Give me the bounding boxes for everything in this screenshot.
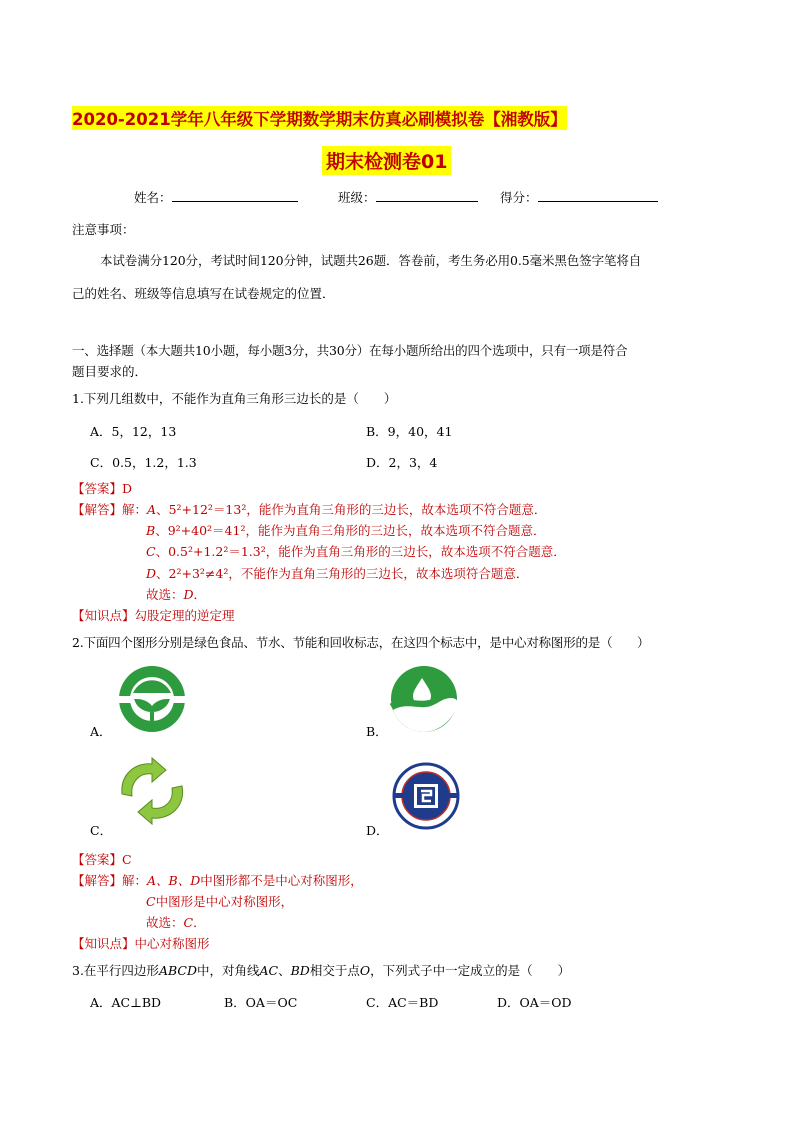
q3-stem-text: ，下列式子中一定成立的是（ ） bbox=[370, 963, 571, 978]
knowledge-value: 勾股定理的逆定理 bbox=[134, 608, 235, 623]
solution-text: 、0.5²+1.2²＝1.3²，能作为直角三角形的三边长，故本选项不符合题意． bbox=[155, 544, 566, 559]
q2-label-b: B． bbox=[366, 724, 388, 739]
water-saving-logo-icon bbox=[389, 664, 459, 734]
q2-solution-line2 bbox=[146, 892, 293, 910]
solution-tag: 【解答】 bbox=[72, 502, 123, 517]
green-food-logo-icon bbox=[117, 664, 187, 734]
solution-text: 故选： bbox=[146, 915, 184, 930]
section1-heading-line2: 题目要求的． bbox=[72, 364, 148, 379]
q2-solution-line1 bbox=[72, 871, 363, 889]
answer-value: C bbox=[122, 852, 132, 867]
q1-option-a: A．5，12，13 bbox=[90, 424, 177, 439]
notice-line2: 己的姓名、班级等信息填写在试卷规定的位置． bbox=[72, 286, 335, 301]
q2-label-c: C． bbox=[90, 823, 113, 838]
q3-stem bbox=[72, 961, 570, 979]
q3-stem-text: 、 bbox=[278, 963, 291, 978]
solution-text: 、2²+3²≠4²，不能作为直角三角形的三边长，故本选项符合题意． bbox=[156, 566, 529, 581]
solution-tag: 【解答】 bbox=[72, 873, 123, 888]
q1-knowledge bbox=[72, 606, 235, 624]
class-blank[interactable] bbox=[376, 189, 478, 202]
recycle-logo-icon bbox=[112, 756, 192, 826]
q1-stem: 1.下列几组数中，不能作为直角三角形三边长的是（ ） bbox=[72, 391, 397, 406]
solution-text: 中图形是中心对称图形， bbox=[155, 894, 294, 909]
name-blank[interactable] bbox=[172, 189, 298, 202]
score-blank[interactable] bbox=[538, 189, 658, 202]
solution-letter: D bbox=[183, 587, 194, 602]
q1-solution-d bbox=[146, 564, 528, 582]
solution-text: 故选： bbox=[146, 587, 184, 602]
q3-stem-var: BD bbox=[290, 963, 310, 978]
solution-text: ． bbox=[193, 915, 206, 930]
solution-text: 中图形都不是中心对称图形， bbox=[200, 873, 363, 888]
solution-text: ． bbox=[193, 587, 207, 602]
q3-option-a: A．AC⊥BD bbox=[90, 995, 162, 1010]
solution-letter: A、B、D bbox=[147, 873, 201, 888]
q3-stem-text: 相交于点 bbox=[309, 963, 360, 978]
solution-letter: A bbox=[147, 502, 157, 517]
knowledge-value: 中心对称图形 bbox=[134, 936, 210, 951]
solution-letter: D bbox=[146, 566, 157, 581]
q1-answer bbox=[72, 479, 132, 497]
q3-option-b: B．OA＝OC bbox=[224, 995, 298, 1010]
answer-value: D bbox=[122, 481, 133, 496]
q2-stem: 2.下面四个图形分别是绿色食品、节水、节能和回收标志，在这四个标志中，是中心对称图形的是（ ） bbox=[72, 635, 650, 650]
solution-prefix: 解： bbox=[122, 873, 148, 888]
exam-title-line1: 2020-2021学年八年级下学期数学期末仿真必刷模拟卷【湘教版】 bbox=[72, 106, 567, 130]
knowledge-tag: 【知识点】 bbox=[72, 936, 135, 951]
class-label: 班级： bbox=[338, 190, 376, 205]
q1-option-b: B．9，40，41 bbox=[366, 424, 453, 439]
notice-heading: 注意事项： bbox=[72, 222, 135, 237]
name-field bbox=[134, 188, 298, 206]
solution-letter: B bbox=[146, 523, 156, 538]
solution-text: 、9²+40²＝41²，能作为直角三角形的三边长，故本选项不符合题意． bbox=[155, 523, 546, 538]
q1-option-d: D．2，3，4 bbox=[366, 455, 438, 470]
q3-option-d: D．OA＝OD bbox=[497, 995, 572, 1010]
solution-text: 、5²+12²＝13²，能作为直角三角形的三边长，故本选项不符合题意． bbox=[156, 502, 547, 517]
q1-solution-c bbox=[146, 542, 566, 560]
q1-solution-end bbox=[146, 585, 206, 603]
solution-letter: C bbox=[146, 544, 156, 559]
q1-option-c: C．0.5，1.2，1.3 bbox=[90, 455, 197, 470]
q1-solution-b bbox=[146, 521, 545, 539]
section1-heading-line1: 一、选择题（本大题共10小题，每小题3分，共30分）在每小题所给出的四个选项中，只有一项是符合 bbox=[72, 343, 628, 358]
q3-option-c: C．AC＝BD bbox=[366, 995, 439, 1010]
q2-label-d: D． bbox=[366, 823, 389, 838]
q2-label-a: A． bbox=[90, 724, 112, 739]
score-field bbox=[500, 188, 658, 206]
notice-line1: 本试卷满分120分，考试时间120分钟，试题共26题．答卷前，考生务必用0.5毫米黑色签字笔将自 bbox=[100, 253, 642, 268]
answer-tag: 【答案】 bbox=[72, 481, 123, 496]
solution-prefix: 解： bbox=[122, 502, 148, 517]
name-label: 姓名： bbox=[134, 190, 172, 205]
q3-stem-var: ABCD bbox=[158, 963, 197, 978]
q3-stem-var: O bbox=[359, 963, 371, 978]
class-field bbox=[338, 188, 478, 206]
score-label: 得分： bbox=[500, 190, 538, 205]
q3-stem-var: AC bbox=[259, 963, 279, 978]
solution-letter: C bbox=[183, 915, 194, 930]
solution-letter: C bbox=[146, 894, 156, 909]
energy-saving-logo-icon bbox=[392, 762, 460, 830]
answer-tag: 【答案】 bbox=[72, 852, 123, 867]
knowledge-tag: 【知识点】 bbox=[72, 608, 135, 623]
q3-stem-text: 中，对角线 bbox=[196, 963, 260, 978]
exam-title-line2: 期末检测卷01 bbox=[322, 146, 451, 175]
q2-knowledge bbox=[72, 934, 210, 952]
q3-stem-text: 3.在平行四边形 bbox=[72, 963, 159, 978]
q2-solution-end bbox=[146, 913, 206, 931]
q2-answer bbox=[72, 850, 132, 868]
q1-solution-a bbox=[72, 500, 546, 518]
